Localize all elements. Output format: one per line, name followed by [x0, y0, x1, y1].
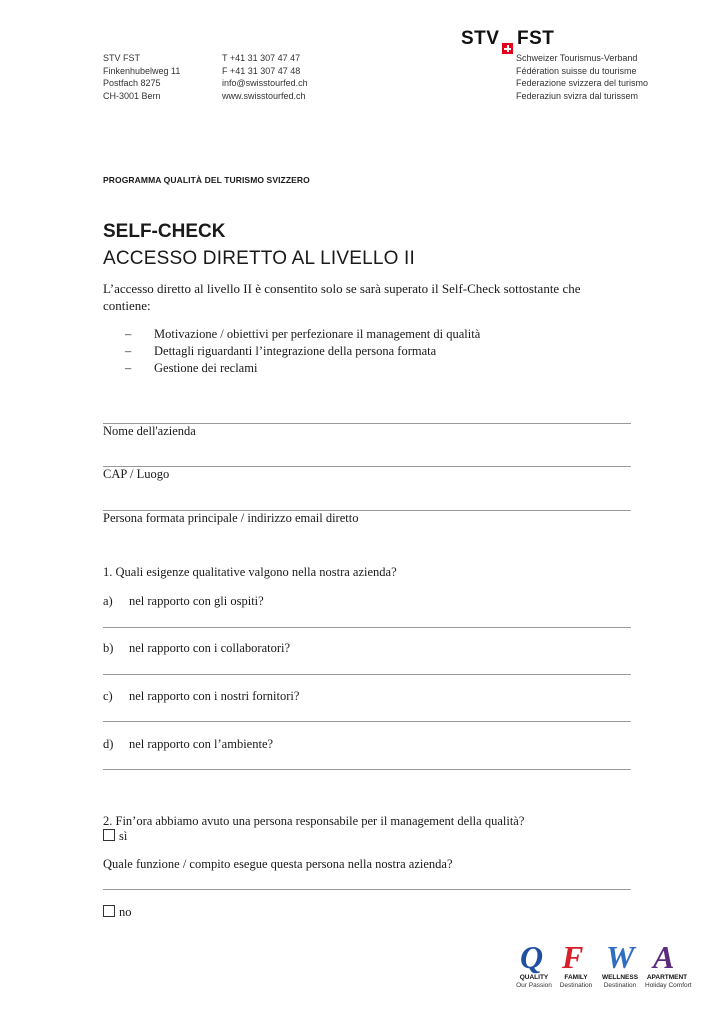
item-text: nel rapporto con i collaboratori? — [129, 641, 291, 655]
q1-item-a — [103, 594, 264, 609]
item-letter: a) — [103, 594, 113, 608]
item-letter: d) — [103, 737, 114, 751]
programme-heading: PROGRAMMA QUALITÀ DEL TURISMO SVIZZERO — [103, 175, 310, 185]
family-f-icon: F — [562, 939, 584, 975]
stv-fst-logo — [461, 28, 621, 50]
logo-fst: FST — [517, 28, 555, 49]
badge-name: FAMILY — [564, 974, 588, 981]
badge-name: QUALITY — [519, 974, 549, 981]
badge-quality — [512, 939, 556, 990]
website-link[interactable]: www.swisstourfed.ch — [222, 90, 306, 101]
badge-name: WELLNESS — [601, 974, 639, 981]
answer-line-d[interactable] — [103, 769, 631, 770]
item-text: nel rapporto con gli ospiti? — [129, 594, 264, 608]
answer-line-b[interactable] — [103, 674, 631, 675]
phone: T +41 31 307 47 47 — [222, 53, 301, 63]
badge-apartment — [645, 939, 692, 990]
answer-line-c[interactable] — [103, 721, 631, 722]
list-item: – Gestione dei reclami — [125, 360, 480, 377]
no-option[interactable] — [103, 905, 132, 920]
apartment-a-icon: A — [653, 939, 675, 975]
no-label: no — [119, 905, 132, 919]
org-name-rm: Federaziun svizra dal turissem — [516, 90, 639, 101]
quality-labels — [512, 939, 692, 992]
org-name-it: Federazione svizzera del turismo — [516, 78, 649, 88]
yes-checkbox[interactable] — [103, 829, 115, 841]
company-name-label: Nome dell'azienda — [103, 424, 196, 438]
badge-name: APARTMENT — [646, 974, 688, 981]
organisation-names — [516, 52, 648, 102]
zip-city-label: CAP / Luogo — [103, 467, 170, 481]
email-link[interactable]: info@swisstourfed.ch — [222, 78, 308, 88]
intro-paragraph: L’accesso diretto al livello II è consentito solo se sarà superato il Self-Check sottostante che contiene: — [103, 281, 581, 313]
q1-item-c — [103, 689, 299, 704]
q1-item-d — [103, 737, 273, 752]
item-letter: b) — [103, 641, 114, 655]
item-letter: c) — [103, 689, 113, 703]
badge-tag: Destination — [603, 982, 637, 989]
quality-q-icon: Q — [520, 939, 544, 975]
list-item: – Motivazione / obiettivi per perfezionare il management di qualità — [125, 326, 480, 343]
wellness-w-icon: W — [606, 939, 635, 975]
followup-question: Quale funzione / compito esegue questa persona nella nostra azienda? — [103, 857, 453, 871]
sender-address — [103, 52, 180, 102]
list-item: – Dettagli riguardanti l’integrazione della persona formata — [125, 343, 480, 360]
question-2: 2. Fin’ora abbiamo avuto una persona responsabile per il management della qualità? — [103, 814, 525, 828]
badge-tag: Destination — [559, 982, 593, 989]
badge-wellness — [598, 939, 642, 990]
address-line: Postfach 8275 — [103, 78, 161, 88]
yes-option[interactable] — [103, 829, 127, 844]
followup-answer-line[interactable] — [103, 889, 631, 890]
no-checkbox[interactable] — [103, 905, 115, 917]
q1-item-b — [103, 641, 290, 656]
zip-city-field[interactable] — [103, 466, 631, 467]
org-name-fr: Fédération suisse du tourisme — [516, 65, 637, 76]
badge-family — [554, 939, 598, 990]
logo-stv: STV — [461, 28, 500, 49]
swiss-cross-icon — [502, 43, 513, 54]
page-title: SELF-CHECK — [103, 221, 226, 242]
trained-person-label: Persona formata principale / indirizzo email diretto — [103, 511, 359, 525]
org-name-de: Schweizer Tourismus-Verband — [516, 53, 638, 63]
item-text: nel rapporto con i nostri fornitori? — [129, 689, 300, 703]
address-line: CH-3001 Bern — [103, 90, 161, 101]
answer-line-a[interactable] — [103, 627, 631, 628]
item-text: nel rapporto con l’ambiente? — [129, 737, 274, 751]
badge-tag: Holiday Comfort — [645, 982, 692, 989]
bullet-list — [125, 326, 480, 377]
contact-details — [222, 52, 308, 102]
badge-tag: Our Passion — [516, 982, 552, 989]
address-line: Finkenhubelweg 11 — [103, 65, 181, 76]
fax: F +41 31 307 47 48 — [222, 65, 301, 76]
question-1: 1. Quali esigenze qualitative valgono nella nostra azienda? — [103, 565, 397, 579]
address-line: STV FST — [103, 53, 141, 63]
page-subtitle: ACCESSO DIRETTO AL LIVELLO II — [103, 248, 416, 269]
yes-label: sì — [119, 829, 128, 843]
